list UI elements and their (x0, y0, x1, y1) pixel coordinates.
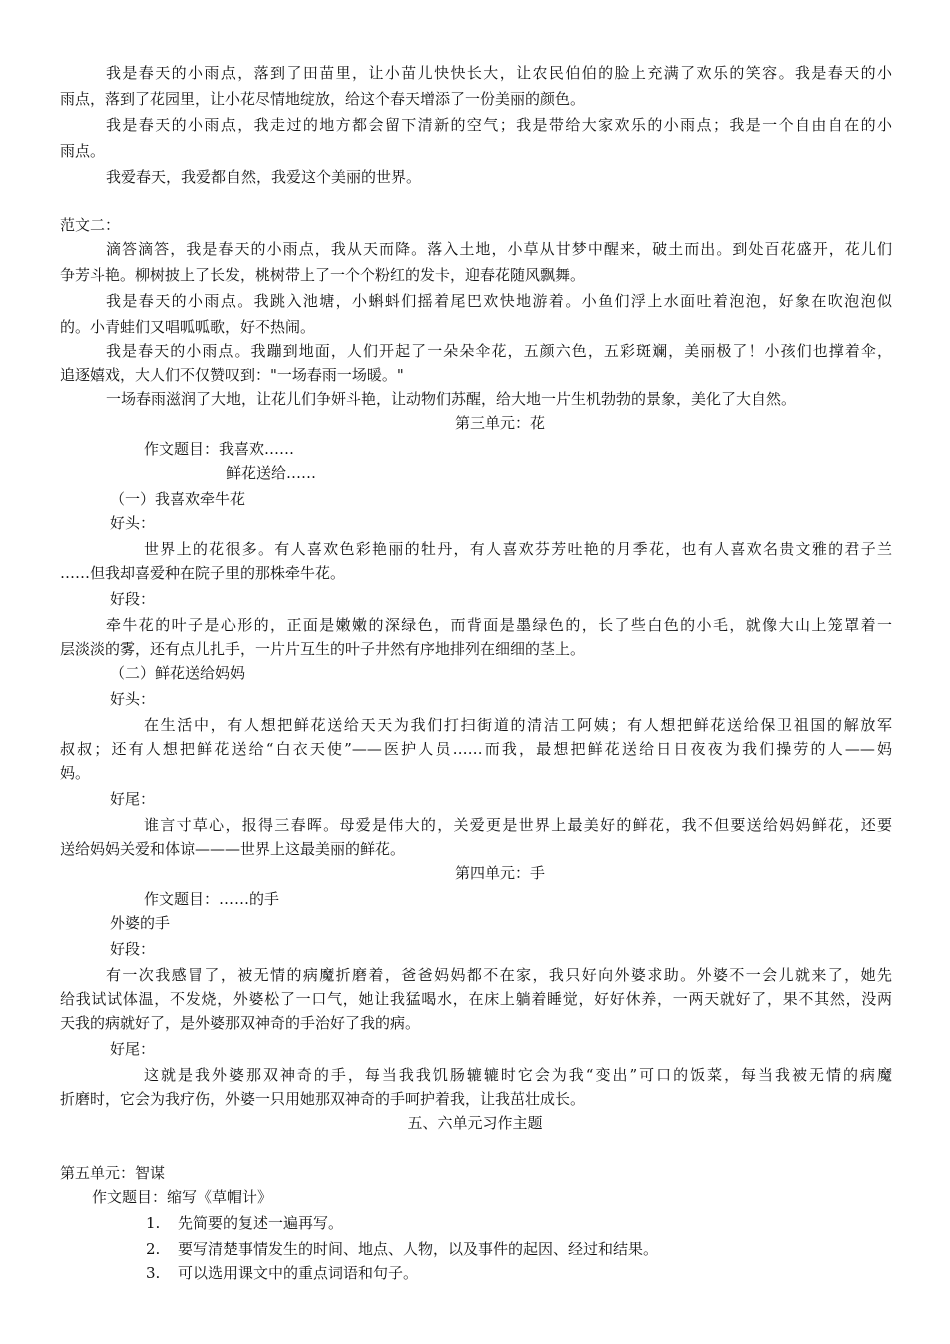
unit3-heading: 第三单元：花 (454, 414, 545, 432)
sample2-p4: 一场春雨滋润了大地，让花儿们争妍斗艳，让动物们苏醒，给大地一片生机勃勃的景象，美化了大自然。 (106, 390, 797, 408)
sample2-p2-line1: 我是春天的小雨点。我跳入池塘，小蝌蚪们摇着尾巴欢快地游着。小鱼们浮上水面吐着泡泡，好象在吹泡泡似 (106, 292, 892, 310)
unit4-topic: 作文题目：……的手 (144, 890, 280, 908)
list-item: 可以选用课文中的重点词语和句子。 (178, 1264, 419, 1282)
unit4-good-para-label: 好段： (110, 940, 156, 958)
unit4-para-line1: 有一次我感冒了，被无情的病魔折磨着，爸爸妈妈都不在家，我只好向外婆求助。外婆不一会儿就来了，她先 (106, 966, 892, 984)
unit3-sub1-good-start-label: 好头： (110, 514, 156, 532)
intro-p1-line2: 雨点，落到了花园里，让小花尽情地绽放，给这个春天增添了一份美丽的颜色。 (60, 90, 586, 108)
unit3-sub2-end-line1: 谁言寸草心，报得三春晖。母爱是伟大的，关爱更是世界上最美好的鲜花，我不但要送给妈妈鲜花，还要 (144, 816, 892, 834)
sample2-p1-line2: 争芳斗艳。柳树披上了长发，桃树带上了一个个粉红的发卡，迎春花随风飘舞。 (60, 266, 586, 284)
sample2-p1-line1: 滴答滴答，我是春天的小雨点，我从天而降。落入土地，小草从甘梦中醒来，破土而出。到处百花盛开，花儿们 (106, 240, 892, 258)
unit3-sub1-good-para-label: 好段： (110, 590, 156, 608)
sample2-p3-line1: 我是春天的小雨点。我蹦到地面，人们开起了一朵朵伞花，五颜六色，五彩斑斓，美丽极了！小孩们也撑着伞， (106, 342, 892, 360)
list-item-number: 2. (146, 1240, 161, 1258)
unit3-topic-line1: 作文题目：我喜欢…… (144, 440, 295, 458)
unit3-sub1-para-line2: 层淡淡的雾，还有点儿扎手，一片片互生的叶子井然有序地排列在细细的茎上。 (60, 640, 586, 658)
intro-p2-line1: 我是春天的小雨点，我走过的地方都会留下清新的空气；我是带给大家欢乐的小雨点；我是一个自由自在的小 (106, 116, 892, 134)
sample2-heading: 范文二： (60, 216, 121, 234)
list-item-number: 1. (146, 1214, 161, 1232)
intro-p2-line2: 雨点。 (60, 142, 106, 160)
unit4-para-line2: 给我试试体温，不发烧，外婆松了一口气，她让我猛喝水，在床上躺着睡觉，好好休养，一两天就好了，果不其然，没两 (60, 990, 892, 1008)
unit3-sub2-end-line2: 送给妈妈关爱和体谅———世界上这最美丽的鲜花。 (60, 840, 406, 858)
sample2-p3-line2: 追逐嬉戏，大人们不仅赞叹到："一场春雨一场暖。" (60, 366, 404, 384)
unit3-sub2-good-end-label: 好尾： (110, 790, 156, 808)
unit3-sub2-good-start-label: 好头： (110, 690, 156, 708)
units56-heading: 五、六单元习作主题 (407, 1114, 543, 1132)
unit4-heading: 第四单元：手 (454, 864, 545, 882)
unit3-sub2-start-line2: 叔叔；还有人想把鲜花送给“白衣天使”——医护人员……而我，最想把鲜花送给日日夜夜为我们操劳的人——妈 (60, 740, 892, 758)
unit3-sub2-start-line3: 妈。 (60, 764, 91, 782)
unit4-end-line1: 这就是我外婆那双神奇的手，每当我我饥肠辘辘时它会为我“变出”可口的饭菜，每当我被无情的病魔 (144, 1066, 892, 1084)
list-item-number: 3. (146, 1264, 161, 1282)
unit3-sub2-title: （二）鲜花送给妈妈 (110, 664, 246, 682)
unit4-title: 外婆的手 (110, 914, 171, 932)
unit3-topic-line2: 鲜花送给…… (226, 464, 317, 482)
unit4-end-line2: 折磨时，它会为我疗伤，外婆一只用她那双神奇的手呵护着我，让我茁壮成长。 (60, 1090, 586, 1108)
intro-p1-line1: 我是春天的小雨点，落到了田苗里，让小苗儿快快长大，让农民伯伯的脸上充满了欢乐的笑容。我是春天的小 (106, 64, 892, 82)
unit3-sub1-para-line1: 牵牛花的叶子是心形的，正面是嫩嫩的深绿色，而背面是墨绿色的，长了些白色的小毛，就像大山上笼罩着一 (106, 616, 892, 634)
unit3-sub1-start-line2: ……但我却喜爱种在院子里的那株牵牛花。 (60, 564, 346, 582)
unit5-topic: 作文题目：缩写《草帽计》 (92, 1188, 273, 1206)
list-item: 先简要的复述一遍再写。 (178, 1214, 344, 1232)
unit3-sub1-title: （一）我喜欢牵牛花 (110, 490, 246, 508)
unit4-good-end-label: 好尾： (110, 1040, 156, 1058)
intro-p3: 我爱春天，我爱都自然，我爱这个美丽的世界。 (106, 168, 422, 186)
unit4-para-line3: 天我的病就好了，是外婆那双神奇的手治好了我的病。 (60, 1014, 421, 1032)
unit3-sub2-start-line1: 在生活中，有人想把鲜花送给天天为我们打扫街道的清洁工阿姨；有人想把鲜花送给保卫祖国的解放军 (144, 716, 892, 734)
unit3-sub1-start-line1: 世界上的花很多。有人喜欢色彩艳丽的牡丹，有人喜欢芬芳吐艳的月季花，也有人喜欢名贵文雅的君子兰 (144, 540, 892, 558)
unit5-heading: 第五单元：智谋 (60, 1164, 166, 1182)
list-item: 要写清楚事情发生的时间、地点、人物，以及事件的起因、经过和结果。 (178, 1240, 659, 1258)
sample2-p2-line2: 的。小青蛙们又唱呱呱歌，好不热闹。 (60, 318, 316, 336)
